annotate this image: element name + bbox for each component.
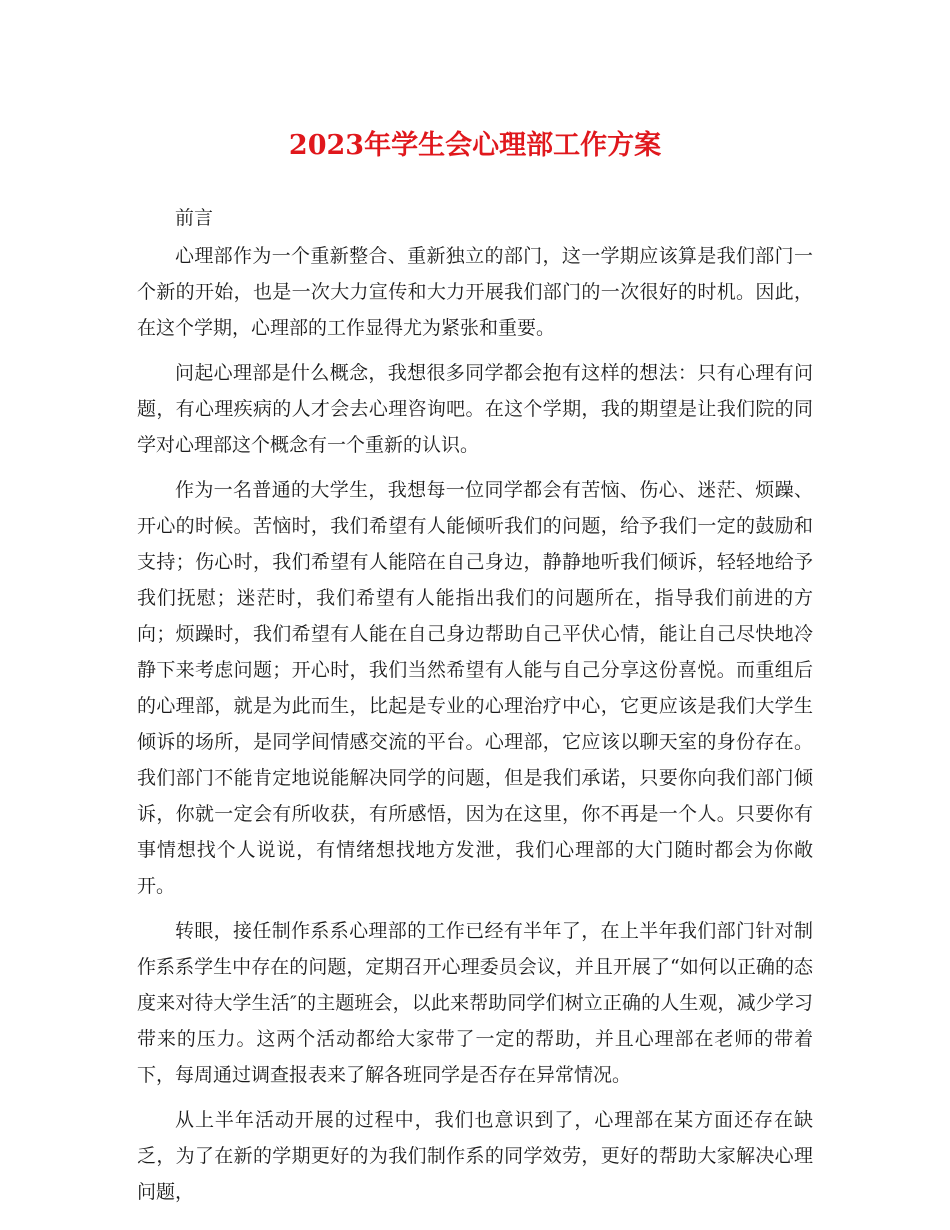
paragraph: 从上半年活动开展的过程中，我们也意识到了，心理部在某方面还存在缺乏，为了在新的学期更好的为我们制作系的同学效劳，更好的帮助大家解决心理问题， [137,1109,813,1203]
paragraph: 转眼，接任制作系系心理部的工作已经有半年了，在上半年我们部门针对制作系系学生中存在的问题，定期召开心理委员会议，并且开展了“如何以正确的态度来对待大学生活″的主题班会，以此来帮助同学们树立正确的人生观，减少学习带来的压力。这两个活动都给大家带了一定的帮助，并且心理部在老师的带着下，每周通过调查报表来了解各班同学是否存在异常情况。 [137,920,813,1086]
paragraph: 问起心理部是什么概念，我想很多同学都会抱有这样的想法：只有心理有问题，有心理疾病的人才会去心理咨询吧。在这个学期，我的期望是让我们院的同学对心理部这个概念有一个重新的认识。 [137,362,813,456]
paragraph: 心理部作为一个重新整合、重新独立的部门，这一学期应该算是我们部门一个新的开始，也是一次大力宣传和大力开展我们部门的一次很好的时机。因此，在这个学期，心理部的工作显得尤为紧张和重要。 [137,245,813,339]
section-heading: 前言 [175,207,214,229]
document-title: 2023年学生会心理部工作方案 [288,130,662,161]
paragraph: 作为一名普通的大学生，我想每一位同学都会有苦恼、伤心、迷茫、烦躁、开心的时候。苦恼时，我们希望有人能倾听我们的问题，给予我们一定的鼓励和支持；伤心时，我们希望有人能陪在自己身边，静静地听我们倾诉，轻轻地给予我们抚慰；迷茫时，我们希望有人能指出我们的问题所在，指导我们前进的方向；烦躁时，我们希望有人能在自己身边帮助自己平伏心情，能让自己尽快地冷静下来考虑问题；开心时，我们当然希望有人能与自己分享这份喜悦。而重组后的心理部，就是为此而生，比起是专业的心理治疗中心，它更应该是我们大学生倾诉的场所，是同学间情感交流的平台。心理部，它应该以聊天室的身份存在。我们部门不能肯定地说能解决同学的问题，但是我们承诺，只要你向我们部门倾诉，你就一定会有所收获，有所感悟，因为在这里，你不再是一个人。只要你有事情想找个人说说，有情绪想找地方发泄，我们心理部的大门随时都会为你敞开。 [137,479,813,897]
document-body [137,200,813,1219]
